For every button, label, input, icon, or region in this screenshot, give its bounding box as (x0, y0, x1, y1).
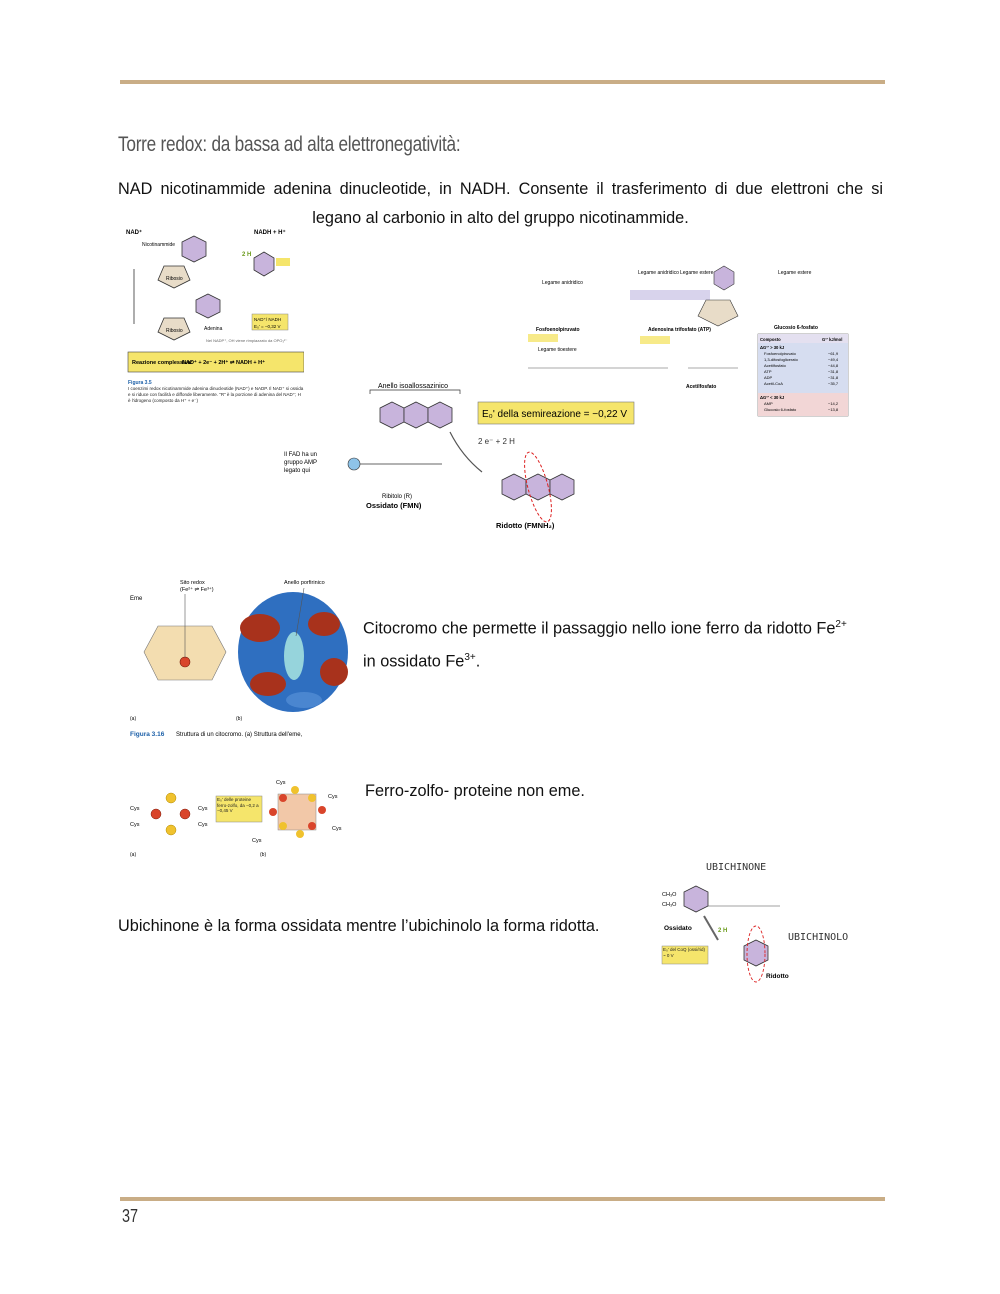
fes-label-a: (a) (130, 852, 137, 858)
coq-box-wrap (663, 947, 707, 963)
atp-adenine (714, 266, 734, 290)
potential-box-line1: NAD⁺/ NADH (254, 317, 282, 322)
iron-atom-2 (180, 809, 190, 819)
paragraph-nad: NAD nicotinammide adenina dinucleotide, in NADH. Consente il trasferimento di due elettroni che si legano al carbonio in alto del gruppo nicotinammide. (118, 180, 883, 227)
figure-3-5-title: Figura 3.5 (128, 380, 152, 386)
fad-note-3: legato qui (284, 468, 311, 474)
semireazione-text: E₀' della semireazione = −0,22 V (482, 409, 628, 420)
fe-pair-label: (Fe²⁺ ⇌ Fe³⁺) (180, 587, 214, 593)
highlight-2 (640, 336, 670, 344)
cys-2: Cys (130, 822, 140, 828)
fes-box-wrap (217, 797, 261, 821)
table-row-1-val: −61,9 (828, 351, 839, 356)
anello-label: Anello isoallossazinico (378, 383, 449, 390)
table-head-composto: Composto (760, 337, 781, 342)
table-row-5-name: ADP (764, 375, 773, 380)
table-row-7-name: AMP (764, 401, 773, 406)
electrons-label: 2 e⁻ + 2 H (478, 437, 515, 446)
cube-s-4 (296, 830, 304, 838)
section-heading: Torre redox: da bassa ad alta elettronegatività: (118, 133, 461, 156)
two-h-label: 2 H (242, 252, 252, 258)
sulfur-atom-2 (166, 825, 176, 835)
table-row-4-val: −31,8 (828, 369, 839, 374)
label-b: (b) (236, 716, 243, 722)
ribosio-1: Ribosio (166, 276, 183, 282)
fad-ring-1 (380, 402, 404, 428)
paragraph-citocromo (363, 610, 883, 677)
bottom-rule (120, 1197, 885, 1201)
legame-estere-2: Legame estere (778, 270, 812, 276)
table-row-5-val: −31,8 (828, 375, 839, 380)
atp-label: Adenosina trifosfato (ATP) (648, 327, 711, 333)
protein-surface (238, 592, 348, 712)
cube-s-1 (308, 794, 316, 802)
fes-box-text: E₀' delle proteine ferro-zolfo, da −0,2 a −0,45 V (217, 797, 259, 813)
table-row-4-name: ATP (764, 369, 772, 374)
eme-label: Eme (130, 596, 143, 602)
ridotto-label: Ridotto (766, 973, 789, 980)
figure-3-5-caption-wrap (128, 386, 304, 414)
reaction-equation: NAD⁺ + 2e⁻ + 2H⁺ ⇌ NADH + H⁺ (182, 360, 266, 366)
table-row-1-name: Fosfoenolpiruvato (764, 351, 796, 356)
cys-5: Cys (276, 780, 286, 786)
reduction-arrow (704, 916, 718, 940)
figure-citocromo (128, 576, 352, 742)
table-group-1: ΔG°' > 30 kJ (760, 345, 785, 350)
cys-6: Cys (328, 794, 338, 800)
reaction-label: Reazione complessiva: (132, 360, 193, 366)
cube-s-3 (291, 786, 299, 794)
table-row-6-val: −35,7 (828, 381, 839, 386)
highlight-1 (528, 334, 558, 342)
cys-1: Cys (130, 806, 140, 812)
p2-text-c: . (475, 652, 481, 671)
figure-fad (282, 380, 638, 536)
cys-3: Cys (198, 806, 208, 812)
handwritten-ubichinolo: UBICHINOLO (788, 932, 849, 943)
table-head-g: G°' kJ/mol (822, 337, 843, 342)
figure-ferro-zolfo (128, 776, 350, 860)
figure-ubichinone (660, 856, 864, 984)
figure-3-16-caption: Struttura di un citocromo. (a) Struttura dell'eme, (176, 732, 303, 738)
table-row-8-name: Glucosio 6-fosfato (764, 407, 797, 412)
figure-3-5-caption: I coenzimi redox nicotinammide adenina dinucleotide (NAD⁺) e NADP. Il NAD⁺ si ossida e si riduce con facilità e diffonde liberamente. "R" è la porzione di adenina del NAD⁺; H è l'idrogeno (composto da H⁺ + e⁻) (128, 386, 304, 403)
fad-ring-3 (428, 402, 452, 428)
potential-box-line2: E₀' = −0,32 V (254, 324, 281, 329)
cube-s-2 (279, 822, 287, 830)
cys-4: Cys (198, 822, 208, 828)
adenina-label: Adenina (204, 326, 223, 332)
fad-note-1: Il FAD ha un (284, 452, 318, 458)
fmnh2-ring-3 (550, 474, 574, 500)
nicotinamide-ring (182, 236, 206, 262)
figure-3-16-title: Figura 3.16 (130, 731, 165, 738)
table-row-8-val: −13,8 (828, 407, 839, 412)
table-row-3-val: −44,8 (828, 363, 839, 368)
phosphate-highlight (630, 290, 710, 300)
h-highlight (276, 258, 290, 266)
table-group-2: ΔG°' < 30 kJ (760, 395, 785, 400)
coq-box-text: E₀' del CoQ (ossi/rid) ~ 0 V (663, 947, 705, 958)
anello-bracket (370, 390, 460, 394)
paragraph-ferro-zolfo: Ferro-zolfo- proteine non eme. (365, 782, 585, 800)
table-row-2-name: 1,3-difosfoglicerato (764, 357, 798, 362)
figure-nad (124, 224, 304, 414)
handwritten-ubichinone: UBICHINONE (706, 862, 767, 873)
table-row-7-val: −14,2 (828, 401, 839, 406)
anello-porfirinico-label: Anello porfirinico (284, 580, 325, 586)
fes-label-b: (b) (260, 852, 267, 858)
cys-8: Cys (252, 838, 262, 844)
top-rule (120, 80, 885, 84)
fmnh2-ring-2 (526, 474, 550, 500)
nadp-note: Nel NADP⁺, OH viene rimpiazzato da OPO₃²⁻ (206, 338, 288, 343)
fad-ring-2 (404, 402, 428, 428)
iron-atom (180, 657, 190, 667)
p2-sup-fe2: 2+ (835, 619, 847, 630)
quinone-ring (684, 886, 708, 912)
energy-table (758, 334, 848, 416)
nadh-label: NADH + H⁺ (254, 230, 286, 236)
cube-fe-1 (279, 794, 287, 802)
legame-anidridico-1: Legame anidridico (542, 280, 583, 286)
ribitolo-label: Ribitolo (R) (382, 494, 413, 500)
table-row-6-name: Acetil-CoA (764, 381, 783, 386)
legame-anidridico-2: Legame anidridico (638, 270, 679, 276)
p2-sup-fe3: 3+ (464, 652, 476, 664)
ridotto-label: Ridotto (FMNH₂) (496, 521, 555, 530)
cys-7: Cys (332, 826, 342, 832)
glucosio-label: Glucosio 6-fosfato (774, 325, 818, 331)
table-row-2-val: −49,4 (828, 357, 839, 362)
paragraph-ubichinone: Ubichinone è la forma ossidata mentre l’ubichinolo la forma ridotta. (118, 917, 600, 935)
nicotinammide-label: Nicotinammide (142, 242, 176, 248)
two-h-ubi: 2 H (718, 928, 728, 934)
ossidato-label: Ossidato (FMN) (366, 501, 422, 510)
label-a: (a) (130, 716, 137, 722)
p2-text-a: Citocromo che permette il passaggio nello ione ferro da ridotto Fe (363, 619, 836, 638)
methoxy-2: CH₃O (662, 902, 677, 908)
page-number: 37 (122, 1206, 139, 1226)
legame-tioestere: Legame tioestere (538, 347, 577, 353)
fmnh2-ring-1 (502, 474, 526, 500)
legame-estere-1: Legame estere (680, 270, 714, 276)
cube-fe-3 (318, 806, 326, 814)
ribosio-2: Ribosio (166, 328, 183, 334)
atp-ribose (698, 300, 738, 326)
acetil-label: Acetilfosfato (686, 384, 717, 390)
methoxy-1: CH₃O (662, 892, 677, 898)
sito-redox-label: Sito redox (180, 580, 205, 586)
p2-text-b: in ossidato Fe (363, 652, 465, 671)
adenine-ring (196, 294, 220, 318)
cube-fe-4 (269, 808, 277, 816)
nad-label: NAD⁺ (126, 230, 143, 236)
fad-note-2: gruppo AMP (284, 460, 318, 466)
table-row-3-name: Acetilfosfato (764, 363, 786, 368)
fosfoenol-label: Fosfoenolpiruvato (536, 327, 580, 333)
sulfur-atom-1 (166, 793, 176, 803)
iron-atom-1 (151, 809, 161, 819)
phosphate-circle (348, 458, 360, 470)
cube-fe-2 (308, 822, 316, 830)
nicotinamide-ring-reduced (254, 252, 274, 276)
ossidato-label: Ossidato (664, 925, 692, 932)
